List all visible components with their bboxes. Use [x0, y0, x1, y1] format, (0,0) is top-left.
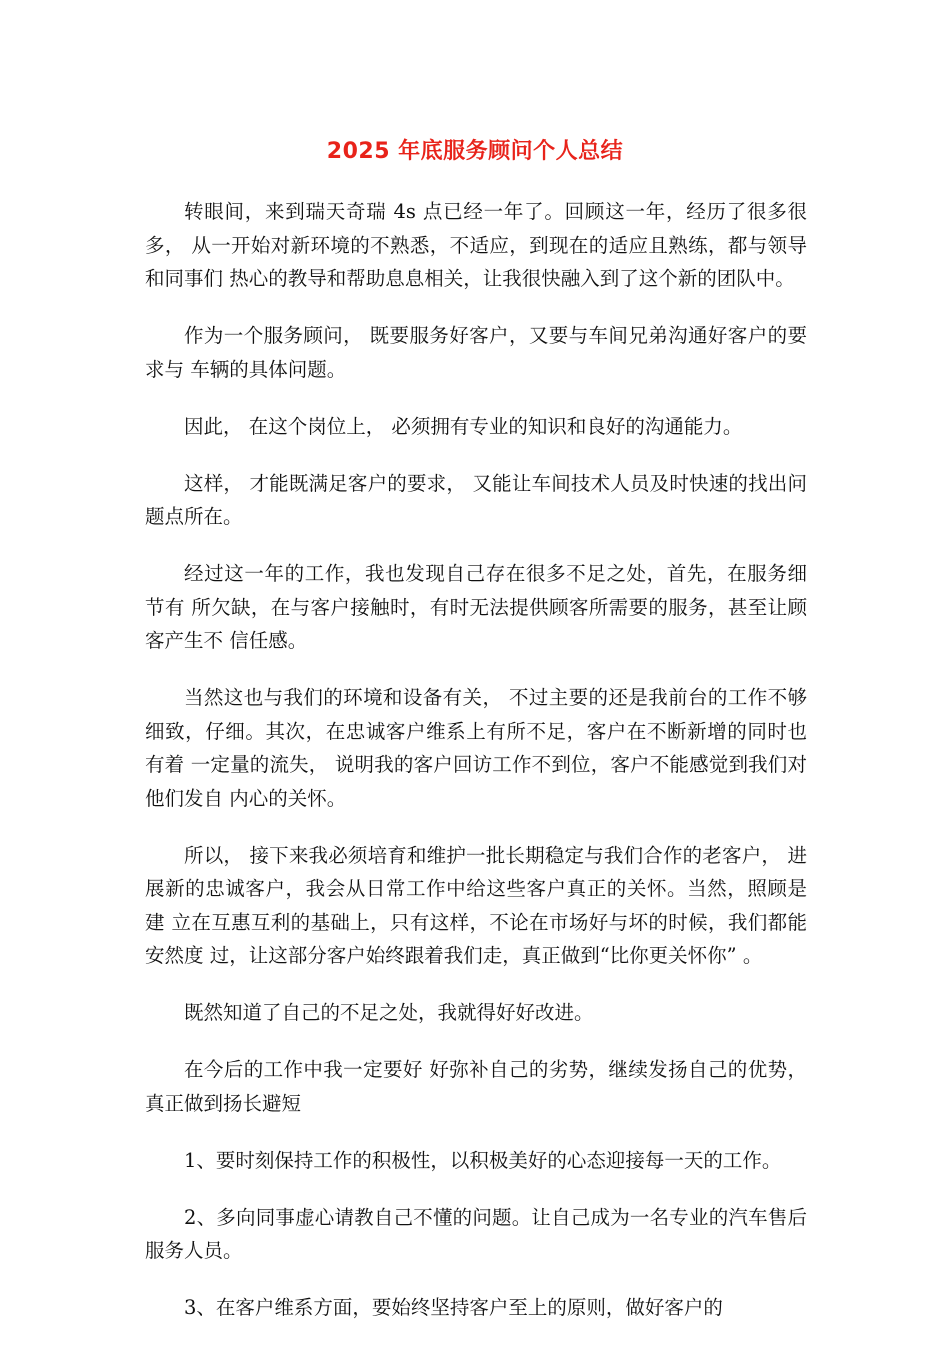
- paragraph: 这样， 才能既满足客户的要求， 又能让车间技术人员及时快速的找出问题点所在。: [145, 471, 807, 528]
- list-item-2: 2、多向同事虚心请教自己不懂的问题。让自己成为一名专业的汽车售后 服务人员。: [145, 1205, 807, 1262]
- paragraph: 经过这一年的工作，我也发现自己存在很多不足之处，首先，在服务细节有 所欠缺，在与客户接触时，有时无法提供顾客所需要的服务，甚至让顾客产生不 信任感。: [145, 562, 807, 652]
- list-item-1: 1、要时刻保持工作的积极性，以积极美好的心态迎接每一天的工作。: [184, 1148, 782, 1172]
- paragraph: 所以， 接下来我必须培育和维护一批长期稳定与我们合作的老客户， 进展新的忠诚客户，我会从日常工作中给这些客户真正的关怀。当然，照顾是建 立在互惠互利的基础上，只有这样，不论在市场好与坏的时候，我们都能安然度 过，让这部分客户始终跟着我们走，真正做到“比你更关怀你” 。: [145, 843, 807, 967]
- paragraph: 既然知道了自己的不足之处，我就得好好改进。: [184, 1001, 594, 1024]
- paragraph: 转眼间，来到瑞天奇瑞 4s 点已经一年了。回顾这一年，经历了很多很多， 从一开始对新环境的不熟悉，不适应，到现在的适应且熟练，都与领导和同事们 热心的教导和帮助息息相关，让我很快融入到了这个新的团队中。: [145, 200, 807, 290]
- paragraph: 因此， 在这个岗位上， 必须拥有专业的知识和良好的沟通能力。: [184, 414, 743, 438]
- paragraph: 作为一个服务顾问， 既要服务好客户，又要与车间兄弟沟通好客户的要求与 车辆的具体问题。: [145, 324, 807, 381]
- document-body: [145, 195, 807, 1348]
- list-item-3: 3、在客户维系方面，要始终坚持客户至上的原则，做好客户的: [184, 1296, 723, 1319]
- paragraph: 当然这也与我们的环境和设备有关， 不过主要的还是我前台的工作不够 细致，仔细。其次，在忠诚客户维系上有所不足，客户在不断新增的同时也有着 一定量的流失， 说明我的客户回访工作不到位，客户不能感觉到我们对他们发自 内心的关怀。: [145, 686, 807, 810]
- document-title: 2025 年底服务顾问个人总结: [326, 139, 624, 164]
- paragraph: 在今后的工作中我一定要好 好弥补自己的劣势，继续发扬自己的优势，真正做到扬长避短: [145, 1058, 807, 1115]
